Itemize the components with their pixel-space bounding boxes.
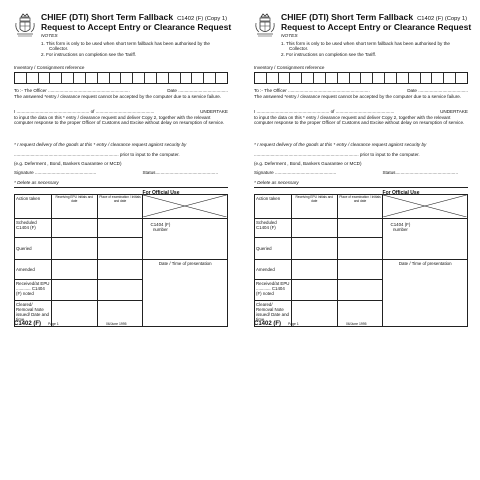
scheduled-exam-cell[interactable] bbox=[97, 219, 143, 238]
amended-epu-cell[interactable] bbox=[51, 260, 97, 280]
amended-exam-cell[interactable] bbox=[97, 260, 143, 280]
signature-field[interactable]: Signature ................................................ bbox=[14, 170, 97, 175]
cleared-label: Cleared/ Removal Note issued/ Date and time bbox=[15, 301, 52, 327]
received-epu-cell[interactable] bbox=[51, 280, 97, 301]
queried-exam-cell[interactable] bbox=[97, 238, 143, 260]
queried-label: Queried bbox=[15, 238, 52, 260]
received-exam-cell[interactable] bbox=[337, 280, 383, 301]
to-officer-line: To :- The Officer ................................................................ Date ....................................... bbox=[254, 88, 468, 93]
received-exam-cell[interactable] bbox=[97, 280, 143, 301]
footer-date: 06/June 1995 bbox=[346, 322, 367, 326]
amended-label: Amended bbox=[15, 260, 52, 280]
c1404-number-cell[interactable]: C1404 (F) number bbox=[143, 219, 228, 260]
cleared-label: Cleared/ Removal Note issued/ Date and time bbox=[255, 301, 292, 327]
scheduled-label: Scheduled C1404 (F) bbox=[15, 219, 52, 238]
signature-field[interactable]: Signature ................................................ bbox=[254, 170, 337, 175]
receiving-epu-header: Receiving EPU Initials and date bbox=[51, 195, 97, 219]
queried-epu-cell[interactable] bbox=[291, 238, 337, 260]
place-of-examination-header: Place of examination / Initials and date bbox=[97, 195, 143, 219]
answered-statement: The answered *entry / clearance request cannot be accepted by the computer due to a service failure. bbox=[14, 94, 222, 99]
date-time-presentation-cell[interactable]: Date / Time of presentation bbox=[383, 260, 468, 327]
request-delivery-statement: * I request delivery of the goods at this * entry / clearance request against security by bbox=[254, 142, 427, 147]
receiving-epu-header: Receiving EPU Initials and date bbox=[291, 195, 337, 219]
royal-crest-icon bbox=[14, 12, 36, 38]
divider bbox=[14, 187, 228, 188]
scheduled-exam-cell[interactable] bbox=[337, 219, 383, 238]
security-examples: (e.g. Deferment , Bond, Bankers Guarantee or MCD) bbox=[14, 161, 122, 166]
inventory-reference-boxes[interactable] bbox=[14, 72, 228, 84]
official-use-table bbox=[254, 194, 468, 327]
amended-epu-cell[interactable] bbox=[291, 260, 337, 280]
form-subtitle: Request to Accept Entry or Clearance Request bbox=[281, 22, 472, 32]
footer-date: 06/June 1995 bbox=[106, 322, 127, 326]
inventory-label: Inventory / Consignment reference bbox=[254, 65, 325, 70]
form-copy-right bbox=[254, 10, 478, 330]
inventory-reference-boxes[interactable] bbox=[254, 72, 468, 84]
delete-note: * Delete as necessary bbox=[254, 180, 299, 185]
queried-epu-cell[interactable] bbox=[51, 238, 97, 260]
delete-note: * Delete as necessary bbox=[14, 180, 59, 185]
crossed-out-cell bbox=[143, 195, 228, 219]
action-taken-label: Action taken bbox=[15, 195, 52, 219]
crossed-out-cell bbox=[383, 195, 468, 219]
request-delivery-statement: * I request delivery of the goods at this * entry / clearance request against security by bbox=[14, 142, 187, 147]
inventory-label: Inventory / Consignment reference bbox=[14, 65, 85, 70]
status-field[interactable]: Status................................................. bbox=[142, 170, 218, 175]
note-item: 2. For instructions on completion see the Tariff. bbox=[281, 51, 377, 57]
form-code-copy: C1402 (F) (Copy 1) bbox=[177, 16, 228, 22]
footer-page-number: Page 1 bbox=[288, 322, 299, 326]
undertake-line: I ......................................................... of .............................................. UNDERTAKE bbox=[14, 109, 228, 114]
form-code-copy: C1402 (F) (Copy 1) bbox=[417, 16, 468, 22]
to-officer-line: To :- The Officer ................................................................ Date ....................................... bbox=[14, 88, 228, 93]
date-time-presentation-cell[interactable]: Date / Time of presentation bbox=[143, 260, 228, 327]
place-of-examination-header: Place of examination / Initials and date bbox=[337, 195, 383, 219]
notes-heading: NOTES bbox=[281, 34, 298, 39]
form-title: CHIEF (DTI) Short Term Fallback C1402 (F) (Copy 1) bbox=[41, 12, 228, 22]
undertake-statement: to input the data on this * entry / clearance request and deliver Copy 2, together with the relevant computer response to the proper Officer of Customs and Excise without delay on resumption of service. bbox=[14, 115, 225, 126]
footer-form-code: C1402 (F) bbox=[254, 321, 282, 327]
royal-crest-icon bbox=[254, 12, 276, 38]
answered-statement: The answered *entry / clearance request cannot be accepted by the computer due to a service failure. bbox=[254, 94, 462, 99]
status-field[interactable]: Status................................................. bbox=[382, 170, 458, 175]
note-item: 2. For instructions on completion see the Tariff. bbox=[41, 51, 137, 57]
scheduled-epu-cell[interactable] bbox=[51, 219, 97, 238]
notes-heading: NOTES bbox=[41, 34, 58, 39]
prior-input-line: .................................................................................. prior to input to the computer. bbox=[14, 152, 180, 157]
action-taken-label: Action taken bbox=[255, 195, 292, 219]
notes-list bbox=[281, 41, 461, 57]
received-label: Received/at EPU ............ C1404 (F) noted bbox=[255, 280, 292, 301]
security-examples: (e.g. Deferment , Bond, Bankers Guarantee or MCD) bbox=[254, 161, 362, 166]
form-title: CHIEF (DTI) Short Term Fallback C1402 (F) (Copy 1) bbox=[281, 12, 468, 22]
undertake-statement: to input the data on this * entry / clearance request and deliver Copy 2, together with the relevant computer response to the proper Officer of Customs and Excise without delay on resumption of service. bbox=[254, 115, 465, 126]
footer-page-number: Page 1 bbox=[48, 322, 59, 326]
divider bbox=[254, 187, 468, 188]
queried-exam-cell[interactable] bbox=[337, 238, 383, 260]
received-label: Received/at EPU ............ C1404 (F) noted bbox=[15, 280, 52, 301]
note-item: 1. This form is only to be used when short term fallback has been authorised by the Collector. bbox=[41, 41, 210, 52]
form-subtitle: Request to Accept Entry or Clearance Request bbox=[41, 22, 232, 32]
official-use-table bbox=[14, 194, 228, 327]
queried-label: Queried bbox=[255, 238, 292, 260]
c1404-number-cell[interactable]: C1404 (F) number bbox=[383, 219, 468, 260]
notes-list bbox=[41, 41, 221, 57]
prior-input-line: .................................................................................. prior to input to the computer. bbox=[254, 152, 420, 157]
amended-exam-cell[interactable] bbox=[337, 260, 383, 280]
received-epu-cell[interactable] bbox=[291, 280, 337, 301]
signature-status-line bbox=[14, 170, 228, 175]
form-copy-left bbox=[14, 10, 238, 330]
note-item: 1. This form is only to be used when short term fallback has been authorised by the Collector. bbox=[281, 41, 450, 52]
scheduled-epu-cell[interactable] bbox=[291, 219, 337, 238]
signature-status-line bbox=[254, 170, 468, 175]
undertake-line: I ......................................................... of .............................................. UNDERTAKE bbox=[254, 109, 468, 114]
official-use-heading: For Official Use bbox=[142, 190, 180, 196]
amended-label: Amended bbox=[255, 260, 292, 280]
footer-form-code: C1402 (F) bbox=[14, 321, 42, 327]
scheduled-label: Scheduled C1404 (F) bbox=[255, 219, 292, 238]
official-use-heading: For Official Use bbox=[382, 190, 420, 196]
